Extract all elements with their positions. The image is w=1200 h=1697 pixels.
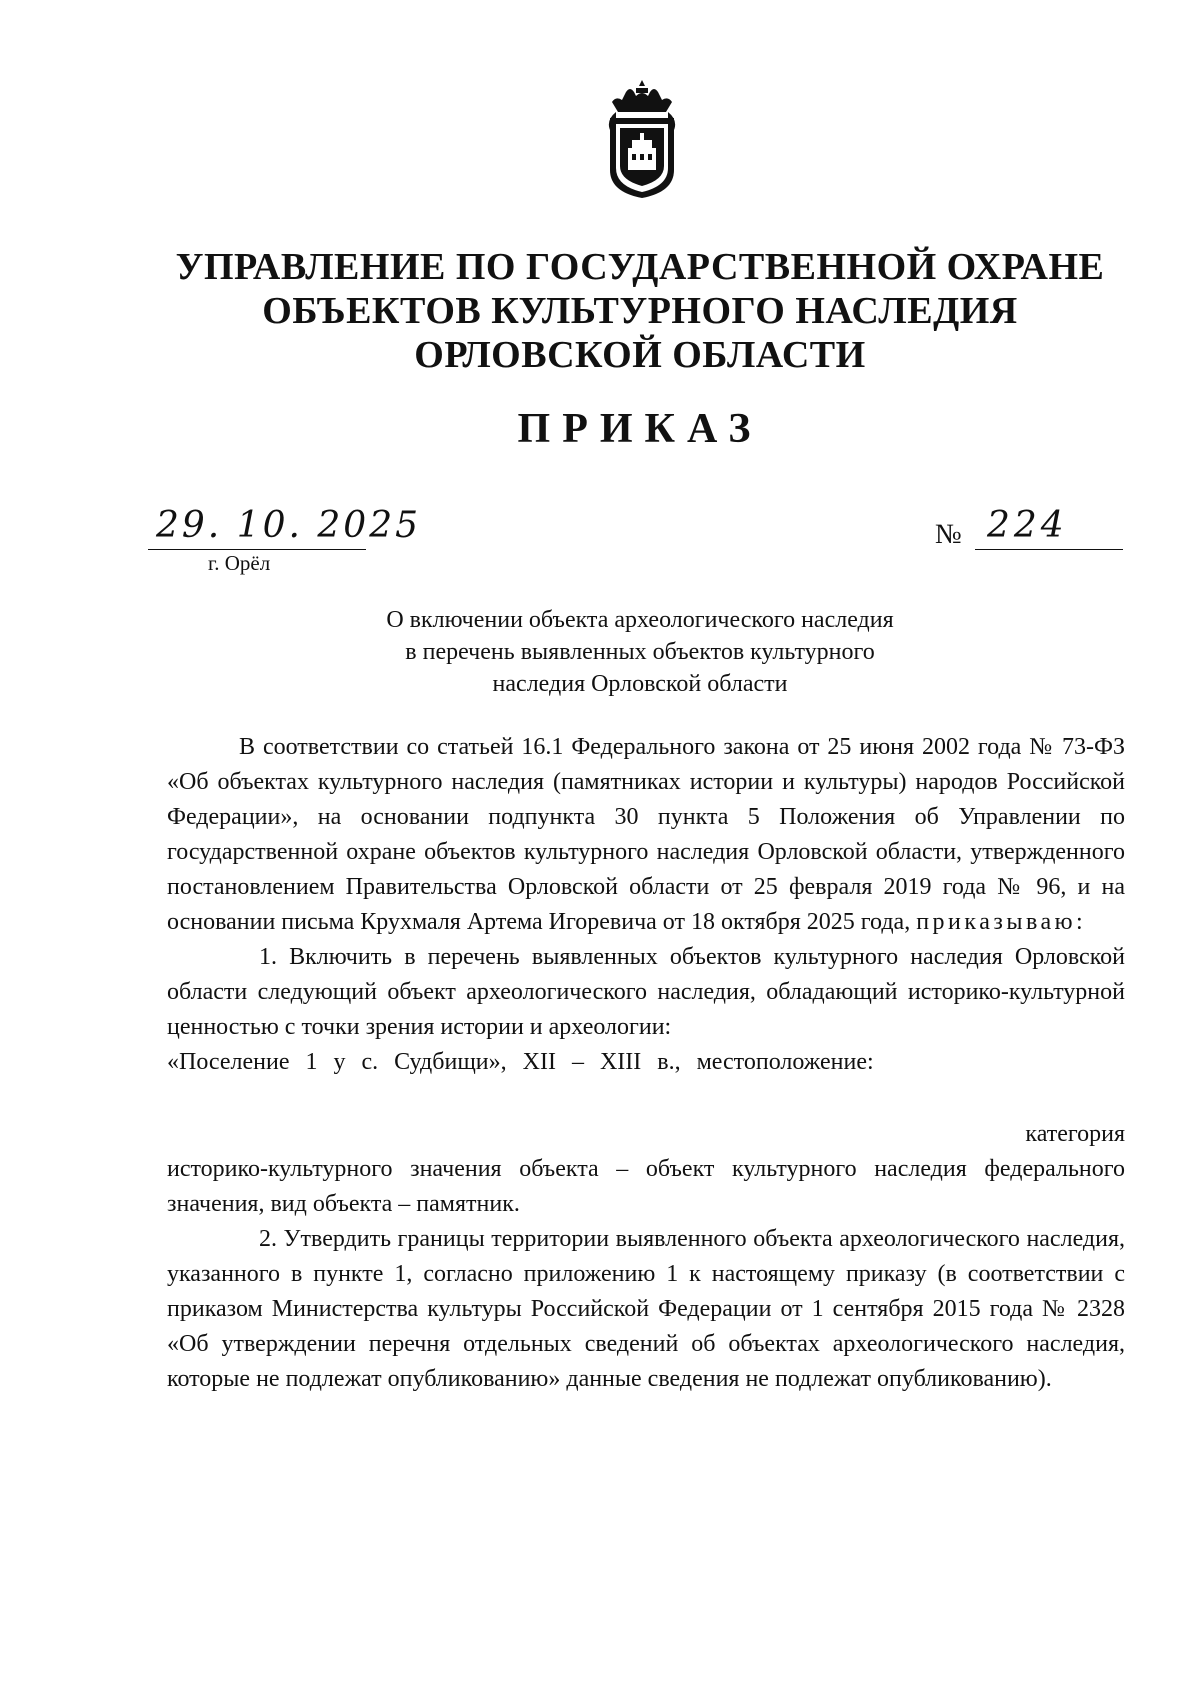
subject-heading: [150, 604, 1130, 700]
document-body: [167, 730, 1125, 1397]
preamble-paragraph: [167, 730, 1125, 940]
number-sign: №: [935, 519, 962, 550]
number-block: [935, 505, 1135, 555]
subject-line-3: наследия Орловской области: [492, 671, 788, 697]
header-line-3: ОРЛОВСКОЙ ОБЛАСТИ: [414, 334, 866, 376]
item-1-category-text: историко-культурного значения объекта – объект культурного наследия федерального значения, вид объекта – памятник.: [167, 1156, 1125, 1217]
document-title: ПРИКАЗ: [517, 406, 763, 452]
date-block: [148, 505, 422, 575]
item-1-object-line: «Поселение 1 у с. Судбищи», XII – XIII в., местоположение:: [167, 1049, 874, 1075]
handwritten-number: 224: [987, 505, 1068, 546]
city-label: г. Орёл: [208, 551, 271, 575]
number-underline: [975, 549, 1123, 550]
item-2-paragraph: 2. Утвердить границы территории выявленного объекта археологического наследия, указанного в пункте 1, согласно приложению 1 к настоящему приказу (в соответствии с приказом Министерства культуры Российской Федерации от 1 сентября 2015 года № 2328 «Об утверждении перечня отдельных сведений об объектах археологического наследия, которые не подлежат опубликованию» данные сведения не подлежат опубликованию).: [167, 1226, 1125, 1392]
redacted-gap: [167, 1080, 1125, 1117]
organization-header: [150, 245, 1130, 377]
item-1-category-word: категория: [1025, 1121, 1125, 1147]
item-1-paragraph: 1. Включить в перечень выявленных объектов культурного наследия Орловской области следующий объект археологического наследия, обладающий историко-культурной ценностью с точки зрения истории и археологии:: [167, 944, 1125, 1040]
header-line-2: ОБЪЕКТОВ КУЛЬТУРНОГО НАСЛЕДИЯ: [262, 290, 1018, 332]
date-underline: [148, 549, 366, 550]
order-word: приказываю:: [916, 909, 1087, 935]
preamble-text: В соответствии со статьей 16.1 Федерального закона от 25 июня 2002 года № 73-ФЗ «Об объектах культурного наследия (памятниках истории и культуры) народов Российской Федерации», на основании подпункта 30 пункта 5 Положения об Управлении по государственной охране объектов культурного наследия Орловской области, утвержденного постановлением Правительства Орловской области от 25 февраля 2019 года № 96, и на основании письма Крухмаля Артема Игоревича от 18 октября 2025 года,: [167, 734, 1125, 935]
subject-line-1: О включении объекта археологического наследия: [386, 607, 894, 633]
header-line-1: УПРАВЛЕНИЕ ПО ГОСУДАРСТВЕННОЙ ОХРАНЕ: [175, 246, 1105, 288]
handwritten-date: 29. 10. 2025: [156, 505, 422, 546]
subject-line-2: в перечень выявленных объектов культурного: [405, 639, 875, 665]
coat-of-arms-emblem: [596, 78, 688, 200]
